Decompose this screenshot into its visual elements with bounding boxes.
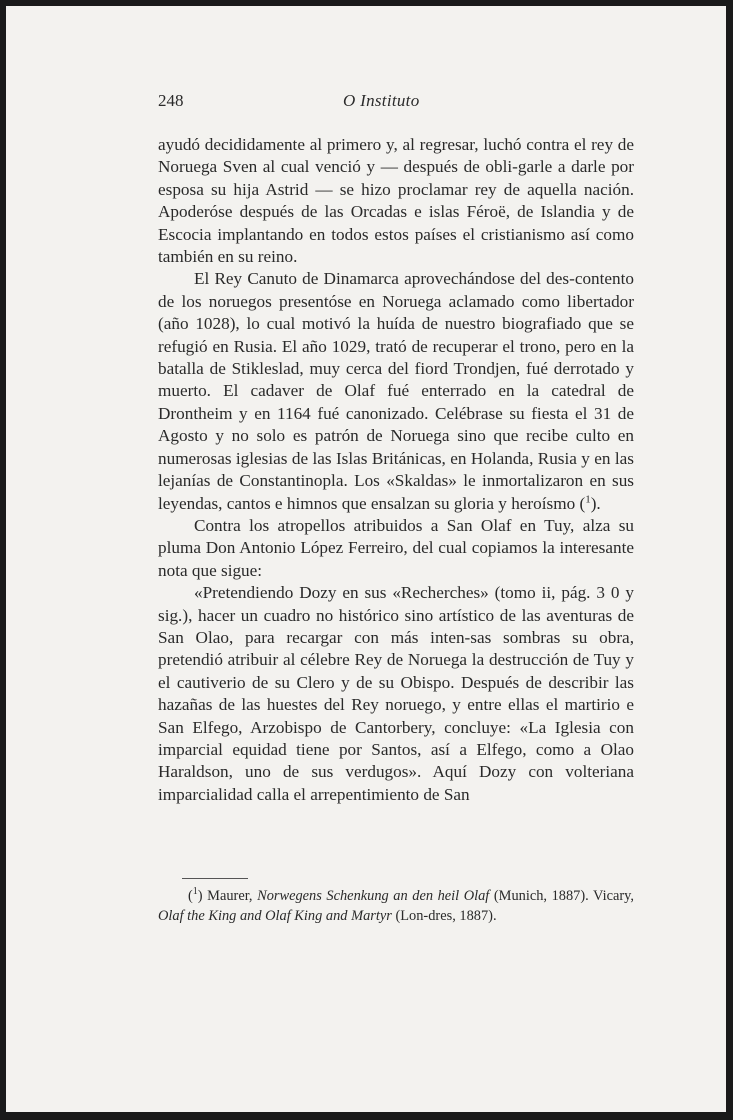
- footnote-1: [158, 886, 634, 926]
- paragraph-3: Contra los atropellos atribuidos a San Olaf en Tuy, alza su pluma Don Antonio López Ferreiro, del cual copiamos la interesante nota que sigue:: [158, 515, 634, 580]
- paragraph-2-text: El Rey Canuto de Dinamarca aprovechándose del des-contento de los noruegos presentóse en Noruega aclamado como libertador (año 1028), lo cual motivó la huída de nuestro biografiado que se refugió en Rusia. El año 1029, trató de recuperar el trono, pero en la batalla de Stikleslad, muy cerca del fiord Trondjen, fué derrotado y muerto. El cadaver de Olaf fué enterrado en la catedral de Drontheim y en 1164 fué canonizado. Celébrase su fiesta el 31 de Agosto y no solo es patrón de Noruega sino que recibe culto en numerosas iglesias de las Islas Británicas, en Holanda, Rusia y en las lejanías de Constantinopla. Los «Skaldas» le inmortalizaron en sus leyendas, cantos e himnos que ensalzan su gloria y heroísmo: [158, 269, 634, 513]
- body-text: [158, 134, 634, 806]
- footnote-ref-close: ).: [590, 493, 601, 513]
- paragraph-4: «Pretendiendo Dozy en sus «Recherches» (tomo ii, pág. 3 0 y sig.), hacer un cuadro no histórico sino artístico de las aventuras de San Olao, para recargar con más inten-sas sombras su obra, pretendió atribuir al célebre Rey de Noruega la destrucción de Tuy y el cautiverio de su Clero y de su Obispo. Después de describir las hazañas de las huestes del Rey noruego, y entre ellas el martirio e San Elfego, Arzobispo de Cantorbery, concluye: «La Iglesia con imparcial equidad tiene por Santos, así a Elfego, como a Olao Haraldson, uno de sus verdugos». Aquí Dozy con volteriana imparcialidad calla el arrepentimiento de San: [158, 583, 634, 804]
- footnotes: [158, 886, 634, 926]
- footnote-mark: 1: [192, 886, 198, 898]
- running-title: O Instituto: [343, 91, 420, 110]
- paragraph-1: ayudó decididamente al primero y, al regresar, luchó contra el rey de Noruega Sven al cual venció y — después de obli-garle a darle por esposa su hija Astrid — se hizo proclamar rey de aquella nación. Apoderóse después de las Orcadas e islas Féroë, de Islandia y de Escocia implantando en todos estos países el cristianismo así como también en su reino.: [158, 135, 634, 267]
- page-number: 248: [158, 91, 184, 110]
- footnote-work-title-2: Olaf the King and Olaf King and Martyr: [158, 908, 392, 924]
- footnote-text-3: (Lon-dres, 1887).: [391, 908, 497, 924]
- footnote-ref-open: (: [575, 493, 586, 513]
- paragraph-2: [158, 268, 634, 514]
- page-header: [6, 91, 726, 115]
- footnote-work-title-1: Norwegens Schenkung an den heil Olaf: [257, 888, 490, 904]
- footnote-divider: [182, 878, 248, 879]
- footnote-text-1: Maurer,: [202, 888, 258, 904]
- footnote-mark-open: (: [188, 888, 193, 904]
- footnote-reference[interactable]: 1: [585, 492, 591, 505]
- book-page: [6, 6, 726, 1112]
- footnote-mark-close: ): [197, 888, 203, 904]
- footnote-text-2: (Munich, 1887). Vicary,: [489, 888, 635, 904]
